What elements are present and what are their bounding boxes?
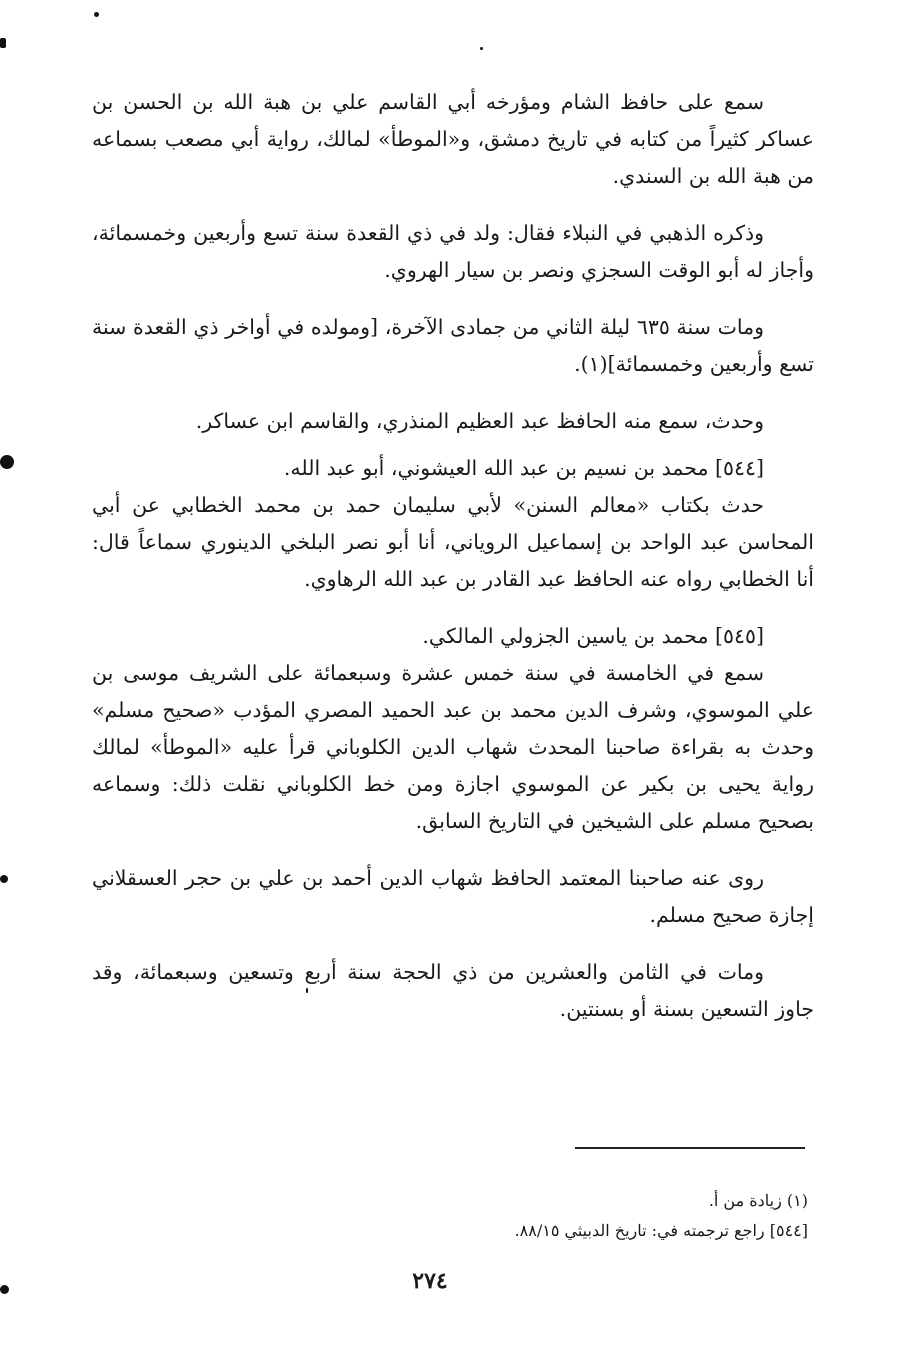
scan-mark xyxy=(0,455,14,469)
paragraph-death-date: ومات سنة ٦٣٥ ليلة الثاني من جمادى الآخرة، [ومولده في أواخر ذي القعدة سنة تسع وأربعين وخمسمائة](١). xyxy=(92,315,814,376)
footnote-1: (١) زيادة من أ. xyxy=(708,1191,808,1210)
footnotes xyxy=(92,1186,808,1246)
main-text-body xyxy=(92,84,814,1028)
paragraph-entry-544: حدث بكتاب «معالم السنن» لأبي سليمان حمد بن محمد الخطابي عن أبي المحاسن عبد الواحد بن إسماعيل الروياني، أنا أبو نصر البلخي الدينوري سماعاً قال: أنا الخطابي رواه عنه الحافظ عبد القادر بن عبد الله الرهاوي. xyxy=(92,493,814,591)
scan-mark xyxy=(0,1285,9,1294)
page-number: ٢٧٤ xyxy=(412,1268,448,1294)
scan-mark xyxy=(480,47,483,50)
paragraph-narrated: وحدث، سمع منه الحافظ عبد العظيم المنذري، والقاسم ابن عساكر. xyxy=(195,409,764,433)
footnote-544: [٥٤٤] راجع ترجمته في: تاريخ الدبيثي ٨٨/١٥. xyxy=(514,1221,808,1240)
paragraph-biography-intro: سمع على حافظ الشام ومؤرخه أبي القاسم علي بن هبة الله بن الحسن بن عساكر كثيراً من كتابه في تاريخ دمشق، و«الموطأ» لمالك، رواية أبي مصعب بسماعه من هبة الله بن السندي. xyxy=(92,90,814,188)
paragraph-narrators: روى عنه صاحبنا المعتمد الحافظ شهاب الدين أحمد بن علي بن حجر العسقلاني إجازة صحيح مسلم. xyxy=(92,866,814,927)
entry-heading-544: [٥٤٤] محمد بن نسيم بن عبد الله العيشوني، أبو عبد الله. xyxy=(283,456,764,480)
paragraph-entry-545: سمع في الخامسة في سنة خمس عشرة وسبعمائة على الشريف موسى بن علي الموسوي، وشرف الدين محمد بن عبد الحميد المصري المؤدب «صحيح مسلم» وحدث به بقراءة صاحبنا المحدث شهاب الدين الكلوباني قرأ عليه «الموطأ» لمالك رواية يحيى بن بكير عن الموسوي اجازة ومن خط الكلوباني نقلت ذلك: وسماعه بصحيح مسلم على الشيخين في التاريخ السابق. xyxy=(92,661,814,833)
footnote-divider xyxy=(575,1147,805,1149)
scan-mark xyxy=(94,12,99,17)
paragraph-dhahabi-mention: وذكره الذهبي في النبلاء فقال: ولد في ذي القعدة سنة تسع وأربعين وخمسمائة، وأجاز له أبو الوقت السجزي ونصر بن سيار الهروي. xyxy=(92,221,814,282)
paragraph-death: ومات في الثامن والعشرين من ذي الحجة سنة أربع وتسعين وسبعمائة، وقد جاوز التسعين بسنة أو بسنتين. xyxy=(92,960,814,1021)
entry-heading-545: [٥٤٥] محمد بن ياسين الجزولي المالكي. xyxy=(422,624,764,648)
scan-mark xyxy=(0,38,6,48)
scan-mark xyxy=(0,875,8,883)
